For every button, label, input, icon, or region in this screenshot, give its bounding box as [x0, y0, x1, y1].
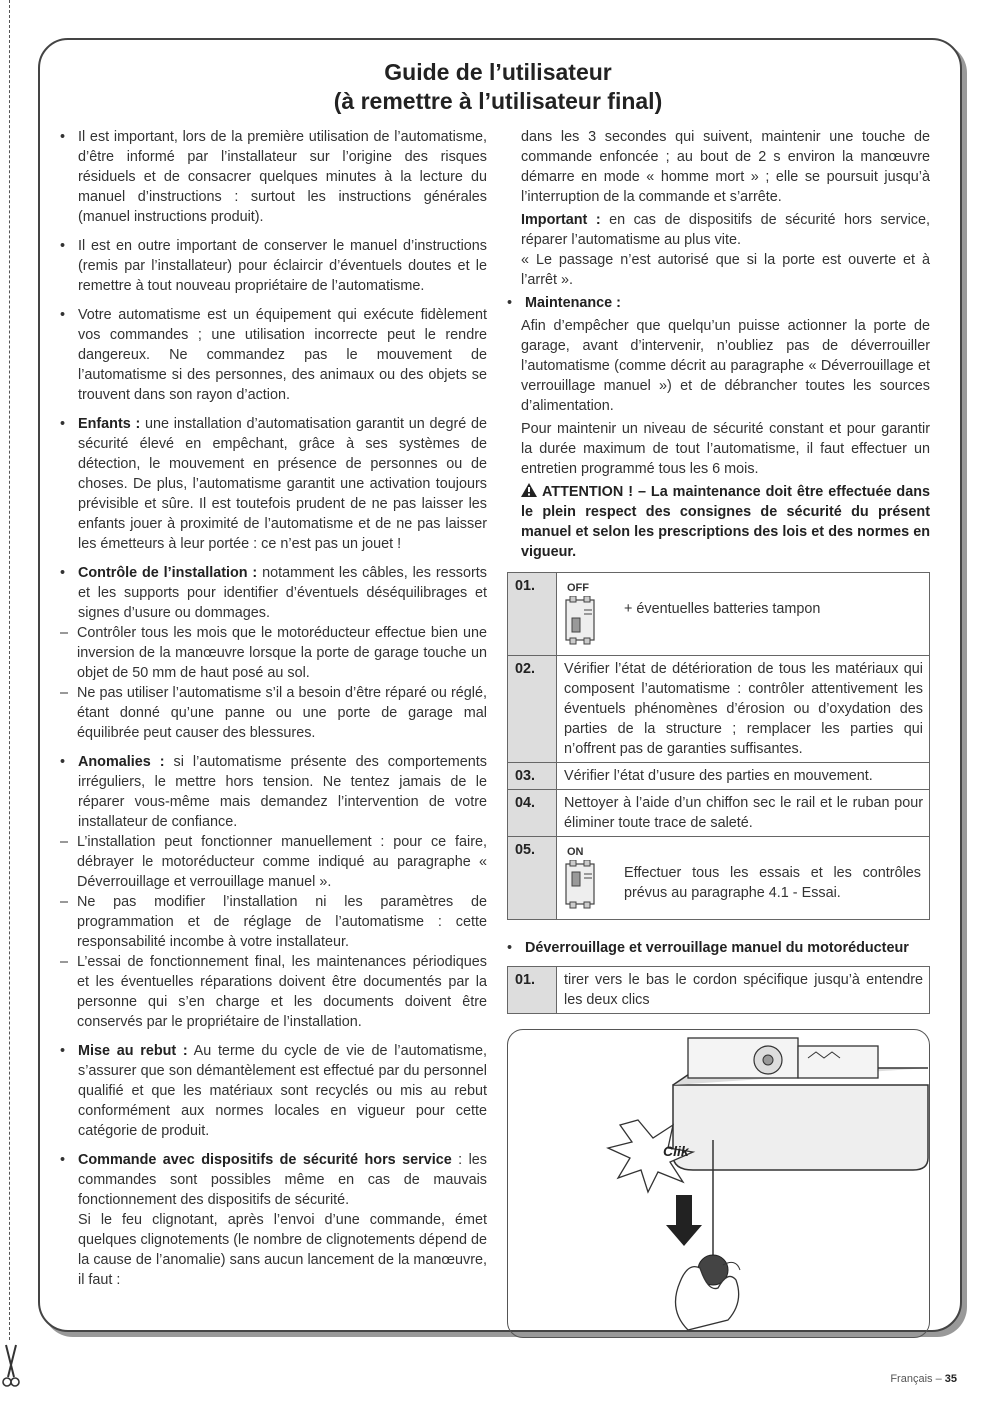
- deverrouillage-steps-table: [507, 966, 930, 1014]
- page-title: [38, 58, 958, 116]
- manual-release-illustration: [507, 1029, 930, 1338]
- breaker-off-label: OFF: [567, 582, 589, 594]
- breaker-on-label: ON: [567, 846, 584, 858]
- bullet-premiere-utilisation: • Il est important, lors de la première utilisation de l’automatisme, d’être informé par l’installateur sur l’origine des risques résiduels et de consacrer quelques minutes à la lecture du manuel d’instructions : surtout les instructions générales (manuel instructions produit).: [60, 129, 487, 225]
- scissors-icon: [2, 1343, 20, 1389]
- step-number: 01.: [508, 573, 557, 656]
- bullet-mise-au-rebut: • Mise au rebut : Au terme du cycle de vie de l’automatisme, s’assurer que son démantèlement est effectué par du personnel qualifié et que les matériaux sont recyclés ou mis au rebut conformément aux normes locales en vigueur pour cette catégorie de produit.: [60, 1043, 487, 1139]
- dash-anomalies-1: – L’installation peut fonctionner manuellement : pour ce faire, débrayer le motoréducteur comme indiqué au paragraphe « Déverrouillage et verrouillage manuel ».: [60, 834, 487, 890]
- title-line-2: (à remettre à l’utilisateur final): [333, 88, 663, 114]
- clik-label: Clik: [663, 1143, 689, 1159]
- footer-language: Français –: [890, 1373, 945, 1385]
- motor-release-drawing: [508, 1030, 929, 1337]
- commande-paragraph-2: Si le feu clignotant, après l’envoi d’une commande, émet quelques clignotements (le nombre de clignotements dépend de la cause de l’anomalie) sans aucun lancement de la manœuvre, il faut :: [78, 1212, 487, 1288]
- right-column: [507, 127, 930, 1338]
- bullet-controle: • Contrôle de l’installation : notamment les câbles, les ressorts et les supports pour identifier d’éventuels déséquilibrages et signes d’usure ou dommages.: [60, 565, 487, 621]
- cut-line: [9, 0, 10, 1340]
- dash-anomalies-3: – L’essai de fonctionnement final, les maintenances périodiques et les éventuelles réparations doivent être documentés par la personne qui s’en charge et les documents doivent être conservés par le propriétaire de l’installation.: [60, 954, 487, 1030]
- bullet-commande-hors-service: • Commande avec dispositifs de sécurité hors service : les commandes sont possibles même en cas de mauvais fonctionnement des dispositifs de sécurité.: [60, 1152, 487, 1208]
- table-row: [508, 656, 930, 763]
- dash-anomalies-2: – Ne pas modifier l’installation ni les paramètres de programmation et de réglage de l’automatisme : cette responsabilité incombe à votre installateur.: [60, 894, 487, 950]
- bullet-deverrouillage: • Déverrouillage et verrouillage manuel du motoréducteur: [507, 940, 909, 956]
- bullet-equipement: • Votre automatisme est un équipement qui exécute fidèlement vos commandes ; une utilisation incorrecte peut le rendre dangereux. Ne commandez pas le mouvement de l’automatisme si des personnes, des animaux ou des objets se trouvent dans son rayon d’action.: [60, 307, 487, 403]
- attention-warning: ATTENTION ! – La maintenance doit être effectuée dans le plein respect des consignes de sécurité du présent manuel et selon les prescriptions des lois et des normes en vigueur.: [521, 484, 930, 560]
- bullet-maintenance: • Maintenance :: [507, 295, 621, 311]
- step-text: Vérifier l’état de détérioration de tous les matériaux qui composent l’automatisme : contrôler attentivement les éventuels phénomènes d’érosion ou d’oxydation des parties de la structure ; remplacer les parties qui n’offrent pas de garanties suffisantes.: [557, 656, 930, 763]
- table-row: [508, 837, 930, 920]
- maintenance-paragraph-2: Pour maintenir un niveau de sécurité constant et pour garantir la durée maximum de tout l’automatisme, il faut effectuer un entretien programmé tous les 6 mois.: [521, 421, 930, 477]
- page-number: 35: [944, 1373, 957, 1385]
- warning-icon: [521, 483, 537, 497]
- dash-controle-2: – Ne pas utiliser l’automatisme s’il a besoin d’être réparé ou réglé, étant donné qu’une panne ou une porte de garage mal équilibrée peut causer des blessures.: [60, 685, 487, 741]
- step-text: Vérifier l’état d’usure des parties en mouvement.: [557, 763, 930, 790]
- step-number: 03.: [508, 763, 557, 790]
- maintenance-paragraph-1: Afin d’empêcher que quelqu’un puisse actionner la porte de garage, avant d’intervenir, n’oubliez pas de déverrouiller l’automatisme (comme décrit au paragraphe « Déverrouillage et verrouillage manuel ») et de débrancher toutes les sources d’alimentation.: [521, 318, 930, 414]
- bullet-anomalies: • Anomalies : si l’automatisme présente des comportements irréguliers, le mettre hors tension. Ne tentez jamais de le réparer vous-même mais demandez l’intervention de votre installateur de confiance.: [60, 754, 487, 830]
- step-number: 04.: [508, 790, 557, 837]
- commande-continuation: dans les 3 secondes qui suivent, maintenir une touche de commande enfoncée ; au bout de 2 s environ la manœuvre démarre en mode « homme mort » ; elle se poursuit jusqu’à l’interruption de la commande et s’arrête.: [521, 129, 930, 205]
- important-note: Important : en cas de dispositifs de sécurité hors service, réparer l’automatisme au plus vite.: [521, 212, 930, 248]
- table-row: [508, 763, 930, 790]
- step-number: 02.: [508, 656, 557, 763]
- bullet-conserver-manuel: • Il est en outre important de conserver le manuel d’instructions (remis par l’installateur) pour éclaircir d’éventuels doutes et le remettre à tout nouveau propriétaire de l’automatisme.: [60, 238, 487, 294]
- step-text: Nettoyer à l’aide d’un chiffon sec le rail et le ruban pour éliminer toute trace de saleté.: [557, 790, 930, 837]
- circuit-breaker-on-icon: [564, 860, 598, 910]
- left-column: [60, 127, 487, 1290]
- step-text: tirer vers le bas le cordon spécifique jusqu’à entendre les deux clics: [557, 967, 930, 1014]
- maintenance-steps-table: [507, 572, 930, 920]
- table-row: [508, 967, 930, 1014]
- bullet-enfants: • Enfants : une installation d’automatisation garantit un degré de sécurité élevé en empêchant, grâce à ses systèmes de détection, le mouvement en présence de personnes ou de choses. De plus, l’automatisme garantit une activation toujours prévisible et sûre. Il est toutefois prudent de ne pas laisser les enfants jouer à proximité de l’automatisme et de ne pas laisser les émetteurs à leur portée : ce n’est pas un jouet !: [60, 416, 488, 552]
- dash-controle-1: – Contrôler tous les mois que le motoréducteur effectue bien une inversion de la manœuvre lorsque la porte de garage touche un objet de 50 mm de haut posé au sol.: [60, 625, 487, 681]
- step-text: + éventuelles batteries tampon: [624, 601, 821, 617]
- circuit-breaker-off-icon: [564, 596, 598, 646]
- passage-note: « Le passage n’est autorisé que si la porte est ouverte et à l’arrêt ».: [521, 252, 930, 288]
- step-number: 05.: [508, 837, 557, 920]
- table-row: [508, 573, 930, 656]
- table-row: [508, 790, 930, 837]
- step-text: Effectuer tous les essais et les contrôles prévus au paragraphe 4.1 - Essai.: [624, 865, 921, 901]
- step-number: 01.: [508, 967, 557, 1014]
- title-line-1: Guide de l’utilisateur: [384, 59, 612, 85]
- page-footer: [890, 1373, 957, 1385]
